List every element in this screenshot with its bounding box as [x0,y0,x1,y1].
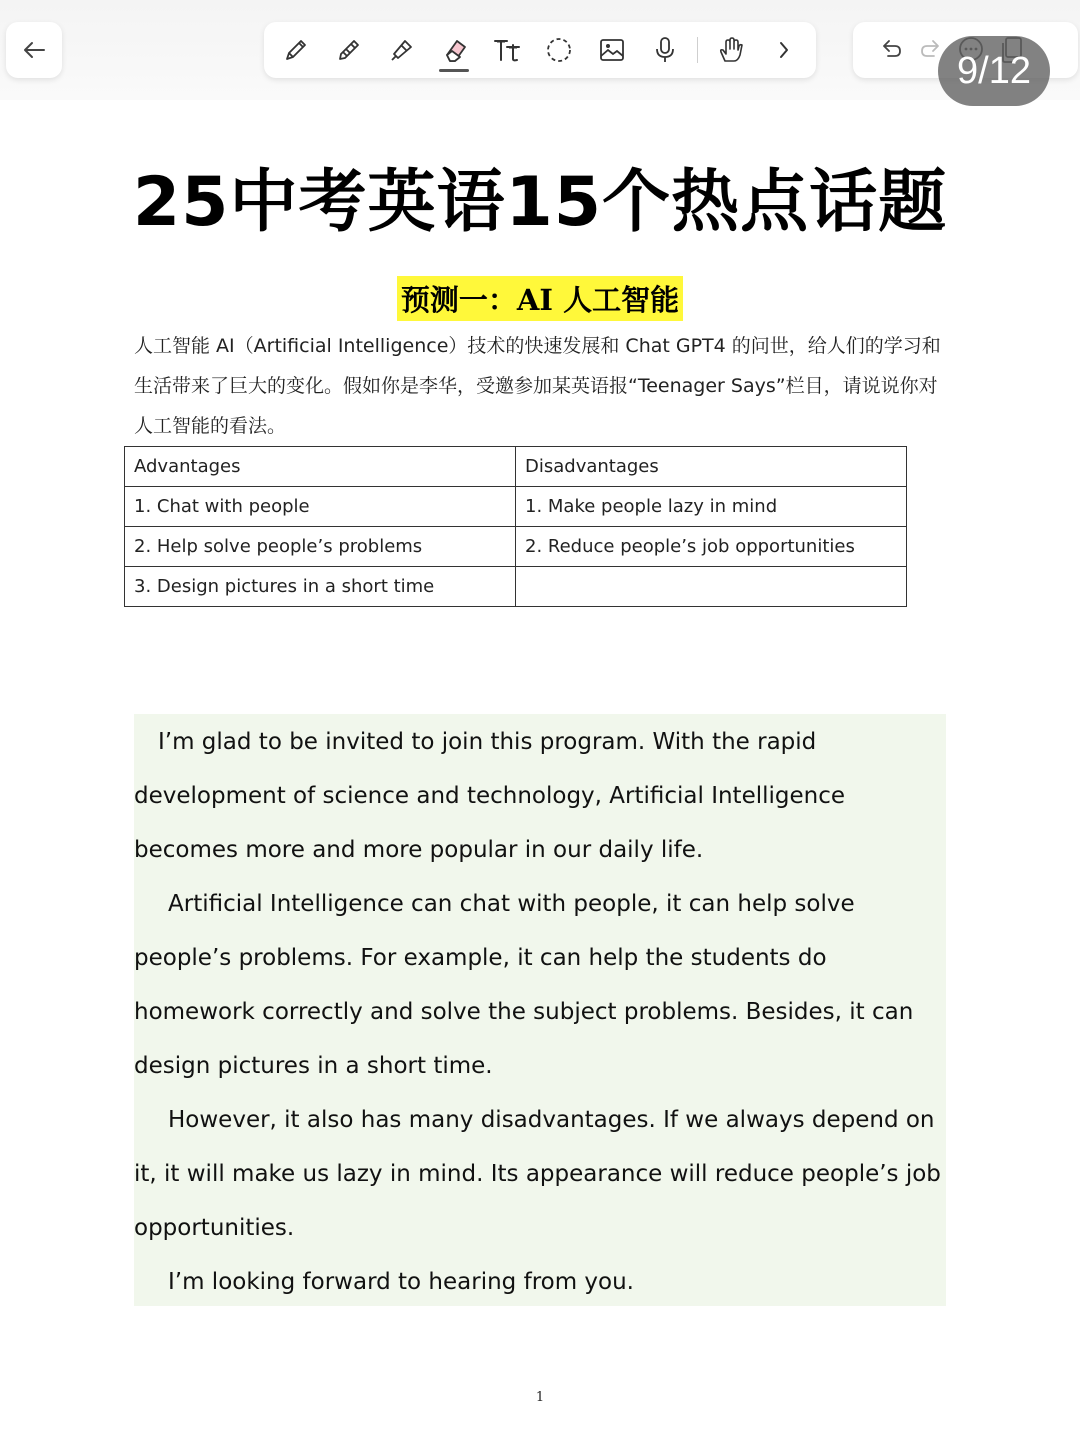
subtitle-container [0,276,1080,321]
task-description: 人工智能 AI（Artificial Intelligence）技术的快速发展和 Chat GPT4 的问世，给人们的学习和生活带来了巨大的变化。假如你是李华，受邀参加某英语报“Teenager Says”栏目，请说说你对人工智能的看法。 [134,335,941,437]
table-header-row [125,447,907,487]
microphone-icon [650,35,680,65]
essay-paragraph: I’m looking forward to hearing from you. [168,1269,634,1295]
page-number: 1 [535,1390,545,1405]
text-tool[interactable] [487,30,527,70]
table-cell: 1. Make people lazy in mind [516,487,907,527]
table-cell [516,567,907,607]
image-icon [597,35,627,65]
advantages-table [124,446,907,607]
highlighted-subtitle: 预测一：AI 人工智能 [397,276,683,321]
highlighter-tool[interactable] [382,30,422,70]
eraser-tool[interactable] [434,30,474,70]
lasso-icon [544,35,574,65]
back-button[interactable] [6,22,62,78]
table-cell: 1. Chat with people [125,487,516,527]
eraser-icon [439,35,469,65]
table-row [125,567,907,607]
page-indicator: 9/12 [938,36,1050,106]
hand-icon [716,35,746,65]
table-cell: 3. Design pictures in a short time [125,567,516,607]
pen-tool[interactable] [276,30,316,70]
tool-palette [264,22,816,78]
hand-tool[interactable] [711,30,751,70]
top-toolbar [0,0,1080,100]
table-header-cell: Disadvantages [516,447,907,487]
table-header-cell: Advantages [125,447,516,487]
microphone-tool[interactable] [645,30,685,70]
essay-paragraph: However, it also has many disadvantages. If we always depend on it, it will make us lazy in mind. Its appearance will reduce people’s job opportunities. [134,1107,941,1241]
lasso-tool[interactable] [539,30,579,70]
essay-paragraph: Artificial Intelligence can chat with people, it can help solve people’s problems. For example, it can help the students do homework correctly and solve the subject problems. Besides, it can design pictures in a short time. [134,891,914,1079]
undo-button[interactable] [871,30,911,70]
more-tools-button[interactable] [764,30,804,70]
table-cell: 2. Help solve people’s problems [125,527,516,567]
table-row [125,527,907,567]
pen-icon [281,35,311,65]
document-title: 25中考英语15个热点话题 [132,163,948,242]
pencil-tool[interactable] [329,30,369,70]
undo-icon [876,35,906,65]
selected-tool-indicator [439,69,469,72]
pencil-icon [334,35,364,65]
image-tool[interactable] [592,30,632,70]
sample-essay [134,714,946,1306]
table-row [125,487,907,527]
toolbar-divider [697,37,698,63]
chevron-right-icon [769,35,799,65]
essay-paragraph: I’m glad to be invited to join this program. With the rapid development of science and technology, Artificial Intelligence becomes more and more popular in our daily life. [134,729,846,863]
table-cell: 2. Reduce people’s job opportunities [516,527,907,567]
arrow-left-icon [19,35,49,65]
highlighter-icon [387,35,417,65]
text-icon [492,35,522,65]
